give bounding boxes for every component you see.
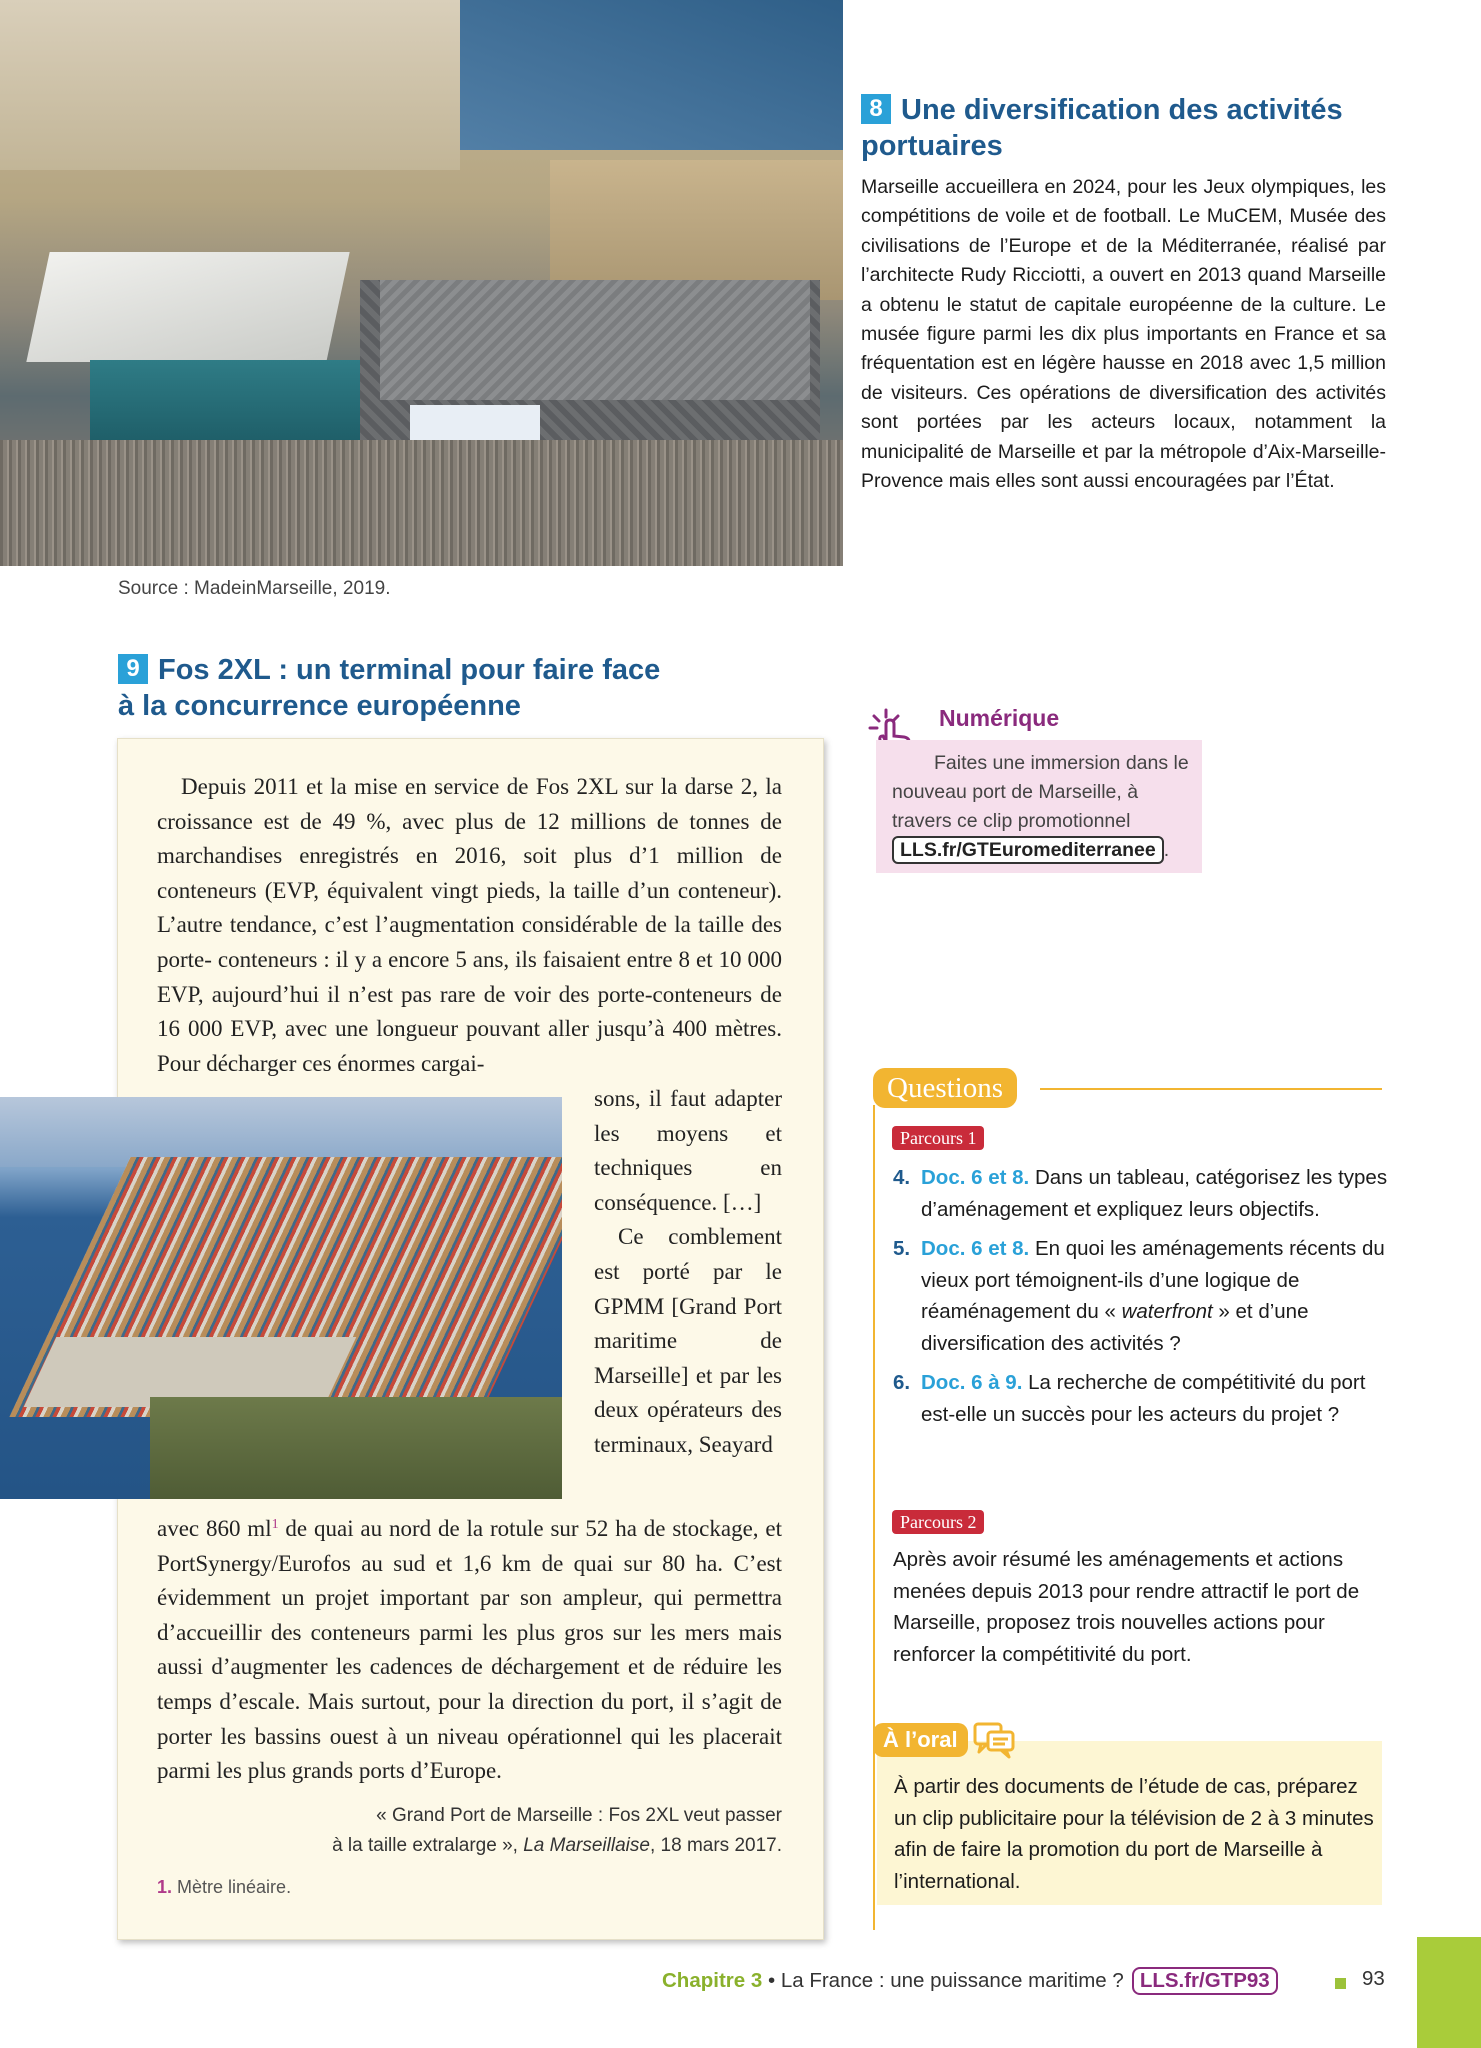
doc9-para1-narrow: sons, il faut adapter les moyens et techniques en conséquence. […] <box>594 1086 782 1215</box>
fos-terminal-aerial-photo <box>0 1097 562 1499</box>
doc8-number: 8 <box>861 94 891 124</box>
question-number: 5. <box>893 1237 911 1260</box>
citation-journal: La Marseillaise <box>523 1835 650 1856</box>
doc8-title-text: Une diversification des activités portuaires <box>861 94 1343 162</box>
doc9-citation <box>280 1801 782 1861</box>
page-number: 93 <box>1362 1967 1385 1990</box>
doc8-title <box>861 92 1421 164</box>
doc8-body: Marseille accueillera en 2024, pour les Jeux olympiques, les compétitions de voile et de football. Le MuCEM, Musée des civilisations de l’Europe et de la Méditerranée, réalisé par l’architecte Rudy Ricciotti, a ouvert en 2013 quand Marseille a obtenu le statut de capitale européenne de la culture. Le musée figure parmi les dix plus importants en France et sa fréquentation est en légère hausse en 2018 avec 1,5 million de visiteurs. Ces opérations de diversification des activités sont portées par les acteurs locaux, notamment la municipalité de Marseille et par la métropole d’Aix-Marseille-Provence mais elles sont aussi encouragées par l’État. <box>861 176 1386 493</box>
question-5 <box>893 1233 1393 1359</box>
doc9-title-text: Fos 2XL : un terminal pour faire face à la concurrence européenne <box>118 654 661 722</box>
question-ref: Doc. 6 à 9. <box>921 1371 1023 1394</box>
questions-side-rule <box>873 1105 875 1930</box>
question-text: La recherche de compétitivité du port est-elle un succès pour les acteurs du projet ? <box>921 1371 1366 1426</box>
parcours-1-badge <box>892 1126 984 1150</box>
citation-date: , 18 mars 2017. <box>649 1835 782 1856</box>
numerique-text-block <box>892 749 1197 865</box>
oral-tab: À l’oral <box>873 1723 968 1757</box>
doc9-para2-narrow: Ce comblement est porté par le GPMM [Grand Port maritime de Marseille] et par les deux opérateurs des terminaux, Seayard <box>594 1224 782 1457</box>
footer-square <box>1335 1978 1346 1989</box>
questions-tab: Questions <box>873 1068 1017 1108</box>
parcours-2-label: Parcours 2 <box>892 1510 984 1534</box>
footer-link[interactable]: LLS.fr/GTP93 <box>1132 1967 1278 1995</box>
numerique-title: Numérique <box>939 705 1060 731</box>
question-ref: Doc. 6 et 8. <box>921 1237 1030 1260</box>
doc9-number: 9 <box>118 654 148 684</box>
parcours-1-label: Parcours 1 <box>892 1126 984 1150</box>
question-6 <box>893 1367 1393 1430</box>
photo-source: Source : MadeinMarseille, 2019. <box>118 578 391 599</box>
doc9-footnote <box>157 1877 291 1898</box>
numerique-after: . <box>1163 839 1170 861</box>
doc9-para1: Depuis 2011 et la mise en service de Fos 2XL sur la darse 2, la croissance est de 49 %, avec plus de 12 millions de tonnes de marchandises enregistrés en 2016, soit plus d’1 million de conteneurs (EVP, équivalent vingt pieds, la taille d’un conteneur). L’autre tendance, c’est l’augmentation considérable de la taille des porte- conteneurs : il y a encore 5 ans, ils faisaient entre 8 et 10 000 EVP, aujourd’hui il n’est pas rare de voir des porte-conteneurs de 16 000 EVP, avec une longueur pouvant aller jusqu’à 400 mètres. Pour décharger ces énormes cargai- <box>157 774 782 1076</box>
question-italic: waterfront <box>1121 1300 1213 1323</box>
page-footer <box>662 1967 1278 1995</box>
doc9-title <box>118 652 678 724</box>
oral-text: À partir des documents de l’étude de cas, préparez un clip publicitaire pour la télévision de 2 à 3 minutes afin de faire la promotion du port de Marseille à l’international. <box>894 1775 1374 1893</box>
footer-title: La France : une puissance maritime ? <box>780 1969 1124 1992</box>
mucem-aerial-photo <box>0 0 843 566</box>
page-corner-tab <box>1417 1937 1481 2048</box>
footer-chapter: Chapitre 3 <box>662 1969 763 1992</box>
question-text: En quoi les aménagements récents du vieux port témoignent-ils d’une logique de réaménagement du « <box>921 1237 1385 1323</box>
citation-line-1: « Grand Port de Marseille : Fos 2XL veut passer <box>376 1805 782 1826</box>
questions-rule <box>1040 1088 1382 1090</box>
footnote-text: Mètre linéaire. <box>172 1877 292 1897</box>
questions-list <box>893 1162 1393 1438</box>
question-text-end: » et d’une diversification des activités ? <box>921 1300 1309 1355</box>
doc9-paragraph-2 <box>157 1508 782 1789</box>
footer-separator: • <box>762 1969 781 1992</box>
question-text: Dans un tableau, catégorisez les types d’aménagement et expliquez leurs objectifs. <box>921 1166 1388 1221</box>
doc9-para2-rest: de quai au nord de la rotule sur 52 ha de stockage, et PortSynergy/Eurofos au sud et 1,6 km de quai sur 80 ha. C’est évidemment un projet important par son ampleur, qui permettra d’accueillir des conteneurs parmi les plus gros sur les mers mais aussi d’augmenter les cadences de déchargement et de réduire les temps d’escale. Mais surtout, pour la direction du port, il s’agit de porter les bassins ouest à un niveau opérationnel qui les placerait parmi les plus grands ports d’Europe. <box>157 1516 782 1784</box>
doc9-narrow-column <box>594 1082 782 1463</box>
question-4 <box>893 1162 1393 1225</box>
doc9-para2-a: avec 860 ml <box>157 1516 272 1541</box>
parcours-2-text: Après avoir résumé les aménagements et actions menées depuis 2013 pour rendre attractif le port de Marseille, proposez trois nouvelles actions pour renforcer la compétitivité du port. <box>893 1548 1360 1666</box>
question-ref: Doc. 6 et 8. <box>921 1166 1030 1189</box>
doc9-paragraph-1 <box>157 770 782 1081</box>
citation-line-2: à la taille extralarge », <box>332 1835 524 1856</box>
speech-bubbles-icon <box>972 1720 1016 1760</box>
footnote-number: 1. <box>157 1877 173 1897</box>
numerique-text: Faites une immersion dans le nouveau port de Marseille, à travers ce clip promotionnel <box>892 752 1189 832</box>
question-number: 6. <box>893 1371 911 1394</box>
question-number: 4. <box>893 1166 911 1189</box>
footnote-ref: 1 <box>271 1517 279 1532</box>
numerique-link[interactable]: LLS.fr/GTEuromediterranee <box>892 836 1164 864</box>
parcours-2-badge <box>892 1510 984 1534</box>
